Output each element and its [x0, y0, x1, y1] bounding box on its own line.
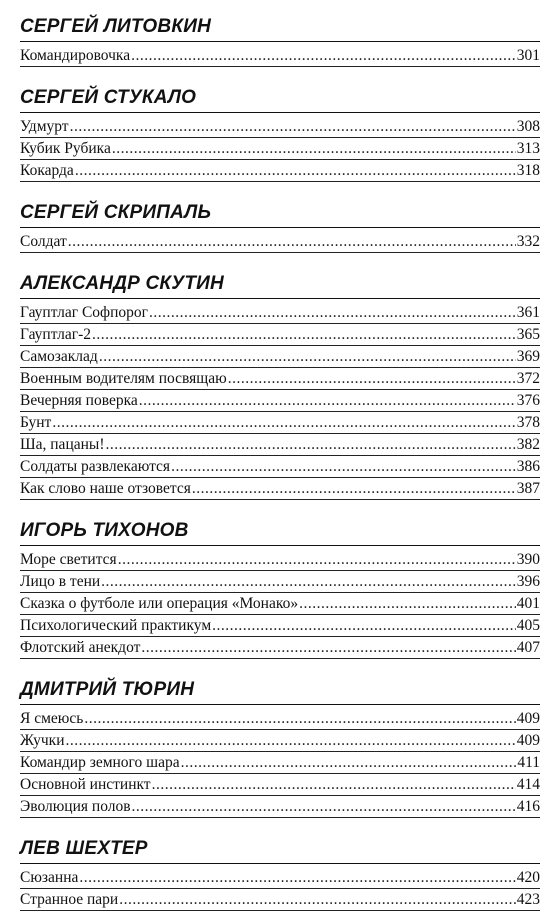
toc-entry [20, 116, 540, 138]
entry-title: Удмурт [20, 118, 69, 135]
dot-leader [106, 434, 516, 455]
author-heading: СЕРГЕЙ СКРИПАЛЬ [20, 200, 540, 228]
toc-entry [20, 45, 540, 67]
author-heading: СЕРГЕЙ СТУКАЛО [20, 85, 540, 113]
entry-title: Гауптлаг Софпорог [20, 304, 148, 321]
page-number: 369 [516, 348, 540, 365]
page-number: 361 [516, 304, 540, 321]
page-number: 372 [516, 370, 540, 387]
toc-entry [20, 615, 540, 637]
entry-title: Странное пари [20, 891, 119, 908]
dot-leader [139, 390, 516, 411]
toc-entry [20, 160, 540, 182]
dot-leader [92, 324, 516, 345]
dot-leader [141, 637, 515, 658]
entry-title: Сказка о футболе или операция «Монако» [20, 595, 299, 612]
toc-entry [20, 752, 540, 774]
page-number: 318 [516, 162, 540, 179]
entry-title: Основной инстинкт [20, 776, 151, 793]
table-of-contents [20, 14, 540, 911]
page-number: 405 [516, 617, 540, 634]
toc-entry [20, 434, 540, 456]
entry-title: Флотский анекдот [20, 639, 141, 656]
entry-title: Командировочка [20, 47, 131, 64]
dot-leader [171, 456, 516, 477]
entry-title: Ша, пацаны! [20, 436, 105, 453]
dot-leader [131, 45, 516, 66]
dot-leader [299, 593, 516, 614]
page-number: 390 [516, 551, 540, 568]
page-number: 378 [516, 414, 540, 431]
entry-title: Бунт [20, 414, 52, 431]
dot-leader [192, 478, 516, 499]
dot-leader [212, 615, 516, 636]
entry-title: Я смеюсь [20, 710, 84, 727]
dot-leader [52, 412, 515, 433]
entry-title: Военным водителям посвящаю [20, 370, 227, 387]
page-number: 423 [516, 891, 540, 908]
page-number: 376 [516, 392, 540, 409]
toc-entry [20, 138, 540, 160]
toc-entry [20, 412, 540, 434]
dot-leader [84, 708, 515, 729]
page-number: 387 [516, 480, 540, 497]
toc-section [20, 85, 540, 182]
entry-title: Море светится [20, 551, 117, 568]
author-heading: АЛЕКСАНДР СКУТИН [20, 271, 540, 299]
entry-title: Командир земного шара [20, 754, 180, 771]
author-heading: СЕРГЕЙ ЛИТОВКИН [20, 14, 540, 42]
dot-leader [181, 752, 517, 773]
page-number: 365 [516, 326, 540, 343]
author-heading: ЛЕВ ШЕХТЕР [20, 836, 540, 864]
entry-title: Психологический практикум [20, 617, 212, 634]
dot-leader [228, 368, 516, 389]
page-number: 396 [516, 573, 540, 590]
toc-entry [20, 478, 540, 500]
dot-leader [70, 116, 516, 137]
toc-entry [20, 730, 540, 752]
entry-title: Сюзанна [20, 869, 79, 886]
toc-section [20, 271, 540, 500]
entry-title: Самозаклад [20, 348, 98, 365]
entry-title: Кокарда [20, 162, 74, 179]
dot-leader [112, 138, 516, 159]
entry-title: Солдаты развлекаются [20, 458, 171, 475]
author-heading: ИГОРЬ ТИХОНОВ [20, 518, 540, 546]
dot-leader [152, 774, 516, 795]
page-number: 416 [516, 798, 540, 815]
entry-title: Гауптлаг-2 [20, 326, 91, 343]
dot-leader [119, 889, 516, 910]
toc-entry [20, 571, 540, 593]
entry-title: Солдат [20, 233, 67, 250]
dot-leader [99, 346, 516, 367]
entry-title: Жучки [20, 732, 65, 749]
toc-entry [20, 867, 540, 889]
toc-section [20, 200, 540, 253]
entry-title: Эволюция полов [20, 798, 131, 815]
toc-entry [20, 346, 540, 368]
dot-leader [149, 302, 516, 323]
page-number: 414 [516, 776, 540, 793]
page-number: 308 [516, 118, 540, 135]
toc-entry [20, 368, 540, 390]
toc-entry [20, 796, 540, 818]
page-number: 420 [516, 869, 540, 886]
entry-title: Вечерняя поверка [20, 392, 138, 409]
dot-leader [118, 549, 516, 570]
page-number: 386 [516, 458, 540, 475]
toc-entry [20, 302, 540, 324]
page-number: 313 [516, 140, 540, 157]
page-number: 411 [517, 754, 540, 771]
dot-leader [75, 160, 516, 181]
entry-title: Кубик Рубика [20, 140, 111, 157]
page-number: 301 [516, 47, 540, 64]
toc-entry [20, 390, 540, 412]
page-number: 407 [516, 639, 540, 656]
toc-entry [20, 324, 540, 346]
toc-entry [20, 231, 540, 253]
author-heading: ДМИТРИЙ ТЮРИН [20, 677, 540, 705]
toc-entry [20, 456, 540, 478]
dot-leader [79, 867, 515, 888]
page-number: 332 [516, 233, 540, 250]
toc-section [20, 518, 540, 659]
entry-title: Лицо в тени [20, 573, 101, 590]
toc-entry [20, 549, 540, 571]
dot-leader [68, 231, 516, 252]
entry-title: Как слово наше отзовется [20, 480, 191, 497]
toc-entry [20, 637, 540, 659]
toc-section [20, 836, 540, 911]
page-number: 382 [516, 436, 540, 453]
toc-entry [20, 889, 540, 911]
dot-leader [66, 730, 516, 751]
page-number: 401 [516, 595, 540, 612]
toc-section [20, 14, 540, 67]
page-number: 409 [516, 710, 540, 727]
toc-entry [20, 593, 540, 615]
toc-entry [20, 708, 540, 730]
dot-leader [132, 796, 516, 817]
dot-leader [101, 571, 516, 592]
toc-entry [20, 774, 540, 796]
toc-section [20, 677, 540, 818]
page-number: 409 [516, 732, 540, 749]
